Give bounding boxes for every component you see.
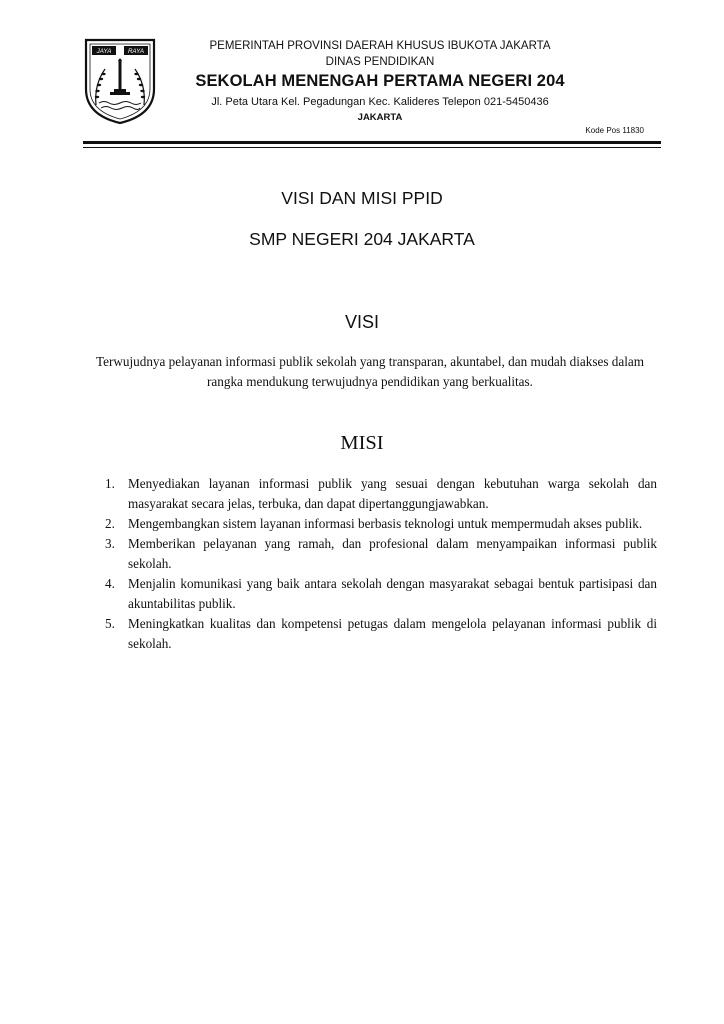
motto-right: RAYA: [127, 48, 145, 55]
misi-item: [105, 514, 657, 534]
misi-item: [105, 614, 657, 654]
letterhead-city: JAKARTA: [357, 112, 403, 123]
misi-item-number: 4.: [105, 576, 115, 591]
visi-heading: VISI: [344, 312, 379, 332]
misi-item-number: 5.: [105, 616, 115, 631]
misi-item-number: 3.: [105, 536, 115, 551]
document-subtitle: SMP NEGERI 204 JAKARTA: [249, 229, 475, 249]
visi-text: Terwujudnya pelayanan informasi publik sekolah yang transparan, akuntabel, dan mudah diakses dalam rangka mendukung terwujudnya pendidikan yang berkualitas.: [95, 354, 645, 389]
letterhead-rule-thick: [83, 141, 661, 144]
misi-item: [105, 574, 657, 614]
misi-item-text: Meningkatkan kualitas dan kompetensi petugas dalam mengelola pelayanan informasi publik di sekolah.: [128, 616, 657, 651]
letterhead-school-name: SEKOLAH MENENGAH PERTAMA NEGERI 204: [195, 72, 565, 90]
misi-item-number: 2.: [105, 516, 115, 531]
jakarta-crest-icon: [83, 37, 157, 125]
letterhead-government: PEMERINTAH PROVINSI DAERAH KHUSUS IBUKOTA JAKARTA: [209, 40, 551, 52]
misi-item-text: Menjalin komunikasi yang baik antara sekolah dengan masyarakat sebagai bentuk partisipasi dan akuntabilitas publik.: [128, 576, 657, 611]
misi-item: [105, 474, 657, 514]
letterhead-address: Jl. Peta Utara Kel. Pegadungan Kec. Kalideres Telepon 021-5450436: [211, 96, 549, 108]
motto-left: JAYA: [96, 48, 112, 55]
letterhead-department: DINAS PENDIDIKAN: [325, 56, 435, 68]
document-title: VISI DAN MISI PPID: [281, 188, 443, 208]
misi-list: [105, 474, 657, 654]
misi-item-text: Memberikan pelayanan yang ramah, dan profesional dalam menyampaikan informasi publik sekolah.: [128, 536, 657, 571]
letterhead-postcode: Kode Pos 11830: [585, 126, 644, 135]
misi-item-text: Mengembangkan sistem layanan informasi berbasis teknologi untuk mempermudah akses publik.: [128, 516, 643, 531]
letterhead-rule-thin: [83, 147, 661, 148]
misi-item: [105, 534, 657, 574]
misi-item-number: 1.: [105, 476, 115, 491]
misi-heading: MISI: [340, 432, 384, 454]
misi-item-text: Menyediakan layanan informasi publik yang sesuai dengan kebutuhan warga sekolah dan masyarakat secara jelas, terbuka, dan dapat dipertanggungjawabkan.: [128, 476, 657, 511]
